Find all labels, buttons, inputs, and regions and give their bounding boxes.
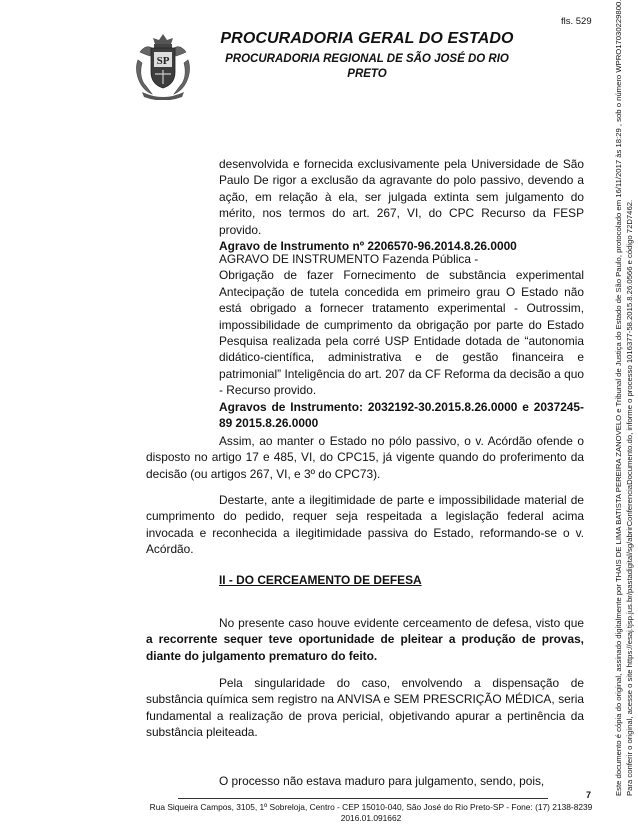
header-subtitle-line1: PROCURADORIA REGIONAL DE SÃO JOSÉ DO RIO [225,53,509,65]
footer-page-number: 7 [586,790,592,800]
paragraph-3-text [146,615,584,664]
sp-coat-of-arms-icon [132,30,194,100]
quote2-text: Obrigação de fazer Fornecimento de substância experimental Antecipação de tutela concedida em primeiro grau O Estado não está obrigado a fornecer tratamento experimental - Outrossim, impossibilidade de cumprimento da obrigação por parte do Estado Pesquisa realizada pela corré USP Entidade dotada de “autonomia didático-científica, administrativa e de gestão financeira e patrimonial” Inteligência do art. 207 da CF Reforma da decisão a quo - Recurso provido. [219,268,584,398]
paragraph-3-normal: No presente caso houve evidente cerceamento de defesa, visto que [219,616,584,630]
quote2-heading: AGRAVO DE INSTRUMENTO Fazenda Pública - [219,252,479,266]
quote1-text: desenvolvida e fornecida exclusivamente pela Universidade de São Paulo De rigor a exclusão da agravante do polo passivo, devendo a ação, em relação à ela, ser julgada extinta sem julgamento do mérito, nos termos do art. 267, VI, do CPC Recurso da FESP provido. [219,157,584,237]
paragraph-1-text: Assim, ao manter o Estado no pólo passivo, o v. Acórdão ofende o disposto no artigo 17 e 485, VI, do CPC15, já vigente quando do proferimento da decisão (ou artigos 267, VI, e 3º do CPC73). [146,434,584,481]
footer-address [146,802,596,824]
footer-code: 2016.01.091662 [340,813,402,823]
signature-note-line2: Para conferir o original, acesse o site https://esaj.tjsp.jus.br/pastadigital/sg/abrirConferenciaDocumento.do, informe o processo 1016377-58.2015.8.26.0566 e código 72D7462. [624,199,634,796]
svg-text:SP: SP [156,55,170,67]
footer-address-line: Rua Siqueira Campos, 3105, 1º Sobreloja, Centro - CEP 15010-040, São José do Rio Preto-SP - Fone: (17) 2138-8239 [149,802,593,812]
section-title: II - DO CERCEAMENTO DE DEFESA [219,573,422,587]
paragraph-5-text: O processo não estava maduro para julgamento, sendo, pois, [219,774,545,788]
paragraph-1 [146,433,584,482]
header-subtitle [208,52,526,82]
paragraph-5 [146,773,584,789]
header-title: PROCURADORIA GERAL DO ESTADO [220,30,514,47]
paragraph-2 [146,492,584,558]
quoted-excerpt-2 [219,251,584,431]
paragraph-3-bold: a recorrente sequer teve oportunidade de pleitear a produção de provas, diante do julgamento prematuro do feito. [146,632,584,663]
paragraph-4 [146,675,584,741]
paragraph-3 [146,615,584,664]
page-label: fls. 529 [561,16,592,27]
header-subtitle-line2: PRETO [347,68,387,80]
paragraph-2-text: Destarte, ante a ilegitimidade de parte e impossibilidade material de cumprimento do pedido, requer seja respeitada a legislação federal acima invocada e reconhecida a ilegitimidade passiva do Estado, reformando-se o v. Acórdão. [146,493,584,557]
signature-note-line1: Este documento é cópia do original, assinado digitalmente por THAIS DE LIMA BATISTA PEREIRA ZANOVELO e Tribunal de Justiça do Estado de São Paulo, protocolado em 16/11/2017 às 18:29 , sob o número WPRO17030229800. [614,0,623,796]
quoted-excerpt-1 [219,156,584,254]
quote1-citation: Agravo de Instrumento nº 2206570-96.2014.8.26.0000 [219,239,517,254]
quote2-citation: Agravos de Instrumento: 2032192-30.2015.8.26.0000 e 2037245-89 2015.8.26.0000 [219,399,584,431]
paragraph-4-text: Pela singularidade do caso, envolvendo a dispensação de substância química sem registro na ANVISA e SEM PRESCRIÇÃO MÉDICA, seria fundamental a realização de prova pericial, objetivando apurar a pertinência da substância pleiteada. [146,676,584,740]
digital-signature-note [614,0,635,796]
footer-divider [178,798,548,799]
